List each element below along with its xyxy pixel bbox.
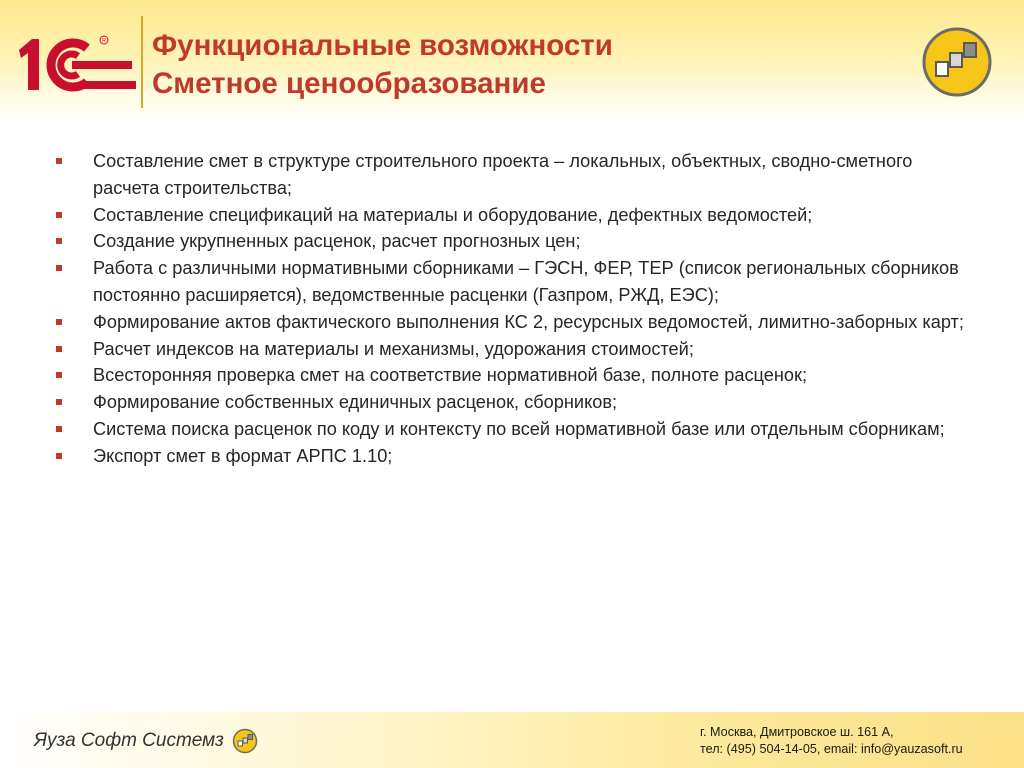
bullet-icon xyxy=(56,238,62,244)
header-divider xyxy=(141,16,143,108)
title-line-2: Сметное ценообразование xyxy=(152,67,546,100)
feature-text: Расчет индексов на материалы и механизмы, удорожания стоимостей; xyxy=(93,338,694,359)
feature-text: Система поиска расценок по коду и контексту по всей нормативной базе или отдельным сборникам; xyxy=(93,418,945,439)
feature-item xyxy=(54,148,974,202)
bullet-icon xyxy=(56,319,62,325)
squares-badge-icon xyxy=(921,26,993,98)
footer-address: г. Москва, Дмитровское ш. 161 А, xyxy=(700,725,894,739)
feature-text: Экспорт смет в формат АРПС 1.10; xyxy=(93,445,393,466)
bullet-icon xyxy=(56,426,62,432)
page-title xyxy=(152,27,613,103)
feature-text: Формирование собственных единичных расценок, сборников; xyxy=(93,392,618,413)
feature-item xyxy=(54,255,974,309)
bullet-icon xyxy=(56,265,62,271)
feature-item xyxy=(54,443,974,470)
feature-item xyxy=(54,202,974,229)
footer-brand xyxy=(34,726,258,756)
bullet-icon xyxy=(56,212,62,218)
feature-text: Составление смет в структуре строительного проекта – локальных, объектных, сводно-сметного расчета строительства; xyxy=(93,151,913,198)
feature-list xyxy=(54,148,974,470)
feature-text: Составление спецификаций на материалы и оборудование, дефектных ведомостей; xyxy=(93,204,813,225)
bullet-icon xyxy=(56,399,62,405)
feature-item xyxy=(54,309,974,336)
feature-item xyxy=(54,336,974,363)
feature-item xyxy=(54,228,974,255)
feature-item xyxy=(54,416,974,443)
bullet-icon xyxy=(56,346,62,352)
bullet-icon xyxy=(56,372,62,378)
1c-logo-icon xyxy=(16,28,140,96)
footer-brand-name: Яуза Софт Системз xyxy=(34,730,224,751)
feature-text: Всесторонняя проверка смет на соответствие нормативной базе, полноте расценок; xyxy=(93,365,808,386)
bullet-icon xyxy=(56,158,62,164)
feature-item xyxy=(54,362,974,389)
feature-text: Формирование актов фактического выполнения КС 2, ресурсных ведомостей, лимитно-заборных карт; xyxy=(93,311,964,332)
yauza-squares-icon xyxy=(232,728,258,754)
feature-text: Создание укрупненных расценок, расчет прогнозных цен; xyxy=(93,231,581,252)
feature-item xyxy=(54,389,974,416)
feature-text: Работа с различными нормативными сборниками – ГЭСН, ФЕР, ТЕР (список региональных сборников постоянно расширяется), ведомственные расценки (Газпром, РЖД, ЕЭС); xyxy=(93,258,959,305)
bullet-icon xyxy=(56,453,62,459)
svg-text:R: R xyxy=(102,38,106,44)
footer-contacts xyxy=(700,724,963,758)
footer-phone-email: тел: (495) 504-14-05, email: info@yauzasoft.ru xyxy=(700,742,963,756)
title-line-1: Функциональные возможности xyxy=(152,29,613,62)
